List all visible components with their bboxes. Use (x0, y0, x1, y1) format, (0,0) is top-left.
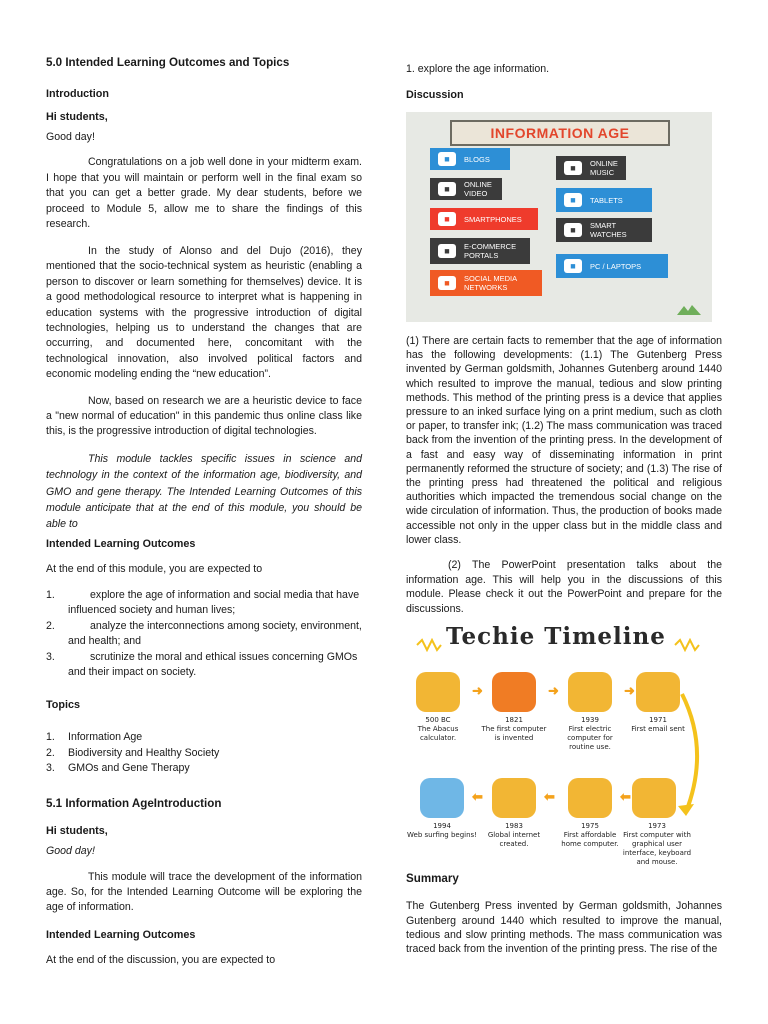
tile-label: BLOGS (464, 154, 490, 164)
infographic-tile-left (430, 238, 530, 264)
ilo-list (46, 588, 362, 680)
timeline-year: 500 BC (425, 716, 451, 725)
tile-icon: ■ (564, 193, 582, 207)
ilo-intro: At the end of this module, you are expected to (46, 562, 263, 575)
zigzag-right-icon (674, 638, 700, 652)
zigzag-left-icon (416, 638, 442, 652)
section-title: 5.0 Intended Learning Outcomes and Topics (46, 56, 290, 69)
infographic-tile-left (430, 178, 502, 200)
intro-heading: Introduction (46, 88, 109, 100)
timeline-device-icon (416, 672, 460, 712)
timeline-year: 1983 (505, 822, 523, 831)
arrow-left-icon: ⬅ (620, 789, 631, 805)
timeline-year: 1994 (433, 822, 451, 831)
infographic-tile-left (430, 208, 538, 230)
curved-arrow-icon (676, 690, 710, 820)
greeting: Hi students, (46, 824, 108, 837)
timeline-text: The first computer is invented (481, 725, 547, 743)
paragraph-module: This module tackles specific issues in science and technology in the context of the information age, biodiversity, and GMO and gene therapy. The Intended Learning Outcomes of this module anticipate that at the end of this module, you should be able to (46, 452, 362, 531)
tile-icon: ■ (438, 212, 456, 226)
left-column (46, 56, 362, 967)
tile-icon: ■ (564, 259, 582, 273)
infographic-tile-right (556, 254, 668, 278)
summary-heading: Summary (406, 872, 459, 886)
infographic-tile-left (430, 270, 542, 296)
list-item: 1. explore the age of information and social media that have influenced society and human lives; (46, 588, 360, 617)
timeline-text: First electric computer for routine use. (567, 725, 613, 752)
topics-list (46, 730, 362, 776)
timeline-caption (479, 822, 549, 849)
arrow-right-icon: ➜ (472, 683, 483, 699)
tile-label: SMARTPHONES (464, 214, 522, 224)
infographic-tile-right (556, 156, 626, 180)
timeline-year: 1973 (648, 822, 666, 831)
tile-label: SOCIAL MEDIA NETWORKS (464, 274, 517, 292)
list-item: 3. GMOs and Gene Therapy (46, 762, 190, 775)
infographic-title: INFORMATION AGE (450, 120, 670, 146)
arrow-right-icon: ➜ (624, 683, 635, 699)
summary-paragraph: The Gutenberg Press invented by German goldsmith, Johannes Gutenberg around 1440 which resulted to improve the manual, tedious and slow printing methods. The mass communication was traced back from the invention of the printing press. The rise of the (406, 900, 722, 956)
techie-timeline-illustration (406, 623, 722, 870)
list-item: 1. Information Age (46, 731, 143, 744)
tile-icon: ■ (438, 276, 456, 290)
list-item: 2. Biodiversity and Healthy Society (46, 746, 220, 759)
timeline-device-icon (420, 778, 464, 818)
ilo2-heading: Intended Learning Outcomes (46, 928, 196, 941)
paragraph-trace: This module will trace the development of the information age. So, for the Intended Learning Outcome will be exploring the age of information. (46, 870, 362, 914)
topics-heading: Topics (46, 699, 80, 712)
information-age-infographic (406, 112, 712, 322)
timeline-caption (479, 716, 549, 743)
timeline-device-icon (568, 778, 612, 818)
timeline-caption (403, 716, 473, 743)
timeline-device-icon (492, 778, 536, 818)
timeline-year: 1975 (581, 822, 599, 831)
timeline-year: 1821 (505, 716, 523, 725)
tile-label: E-COMMERCE PORTALS (464, 242, 517, 260)
list-item: 3. scrutinize the moral and ethical issues concerning GMOs and their impact on society. (46, 650, 358, 678)
timeline-year: 1939 (581, 716, 599, 725)
discussion-heading: Discussion (406, 89, 464, 101)
infographic-tile-right (556, 188, 652, 212)
tile-icon: ■ (438, 152, 456, 166)
tile-label: SMART WATCHES (590, 221, 627, 239)
timeline-device-icon (632, 778, 676, 818)
timeline-device-icon (492, 672, 536, 712)
timeline-text: Web surfing begins! (407, 831, 477, 840)
arrow-left-icon: ⬅ (472, 789, 483, 805)
tile-label: PC / LAPTOPS (590, 261, 642, 271)
paragraph-facts: (1) There are certain facts to remember that the age of information has the following developments: (1.1) The Gutenberg Press invented by German goldsmith, Johannes Gutenberg around 1440 which resulted to improve the manual, tedious and slow printing methods. This method of the printing press is a device that applies pressure to an inked surface lying on a print medium, such as cloth or paper, to transfer ink; (1.2) The mass communication was traced back from the invention of the printing press. In the development of a fast and easy way of disseminating information in print permanently reformed the structure of society; and (1.3) The rise of the printing press had threatened the political and religious authorities which impacted the tremendous social change on the wide circulation of information. Thus, the production of books made accessible not only in the upper class but in the middle class and lower class. (406, 335, 722, 546)
arrow-left-icon: ⬅ (544, 789, 555, 805)
timeline-caption (407, 822, 477, 840)
infographic-tile-left (430, 148, 510, 170)
tile-icon: ■ (564, 161, 582, 175)
section-5-1-heading: 5.1 Information AgeIntroduction (46, 796, 222, 810)
timeline-year: 1971 (649, 716, 667, 725)
tile-label: ONLINE MUSIC (590, 159, 618, 177)
right-column (406, 62, 722, 956)
timeline-title: Techie Timeline (446, 623, 666, 651)
paragraph-study: In the study of Alonso and del Dujo (2016), they mentioned that the socio-technical system as heuristic (enabling a person to discover or learn something for themselves) device. It is a good methodological resource to interpret what is happening in education systems with the progressive introduction of digital technologies, helping us to understand the changes that are occurring, and documented here, concomitant with the technological innovation, also involved political factors and economic modeling ending the “new education”. (46, 244, 362, 381)
timeline-text: Global internet created. (487, 831, 541, 849)
paragraph-powerpoint: (2) The PowerPoint presentation talks about the information age. This will help you in the discussions of this module. Please check it out the PowerPoint and prepare for the discussions. (406, 559, 722, 615)
timeline-text: First email sent (631, 725, 685, 734)
paragraph-heuristic: Now, based on research we are a heuristic device to face a "new normal of education" in this pandemic thus online class like this, is the progressive introduction of digital technologies. (46, 394, 362, 438)
greeting: Hi students, (46, 111, 108, 123)
tile-icon: ■ (438, 244, 456, 258)
timeline-text: The Abacus calculator. (417, 725, 459, 743)
timeline-device-icon (568, 672, 612, 712)
paragraph-congrats: Congratulations on a job well done in your midterm exam. I hope that you will maintain or perform well in the final exam so that you can get a better grade. My dear students, before we proceed to Module 5, allow me to share the findings of this research. (46, 156, 362, 231)
tile-icon: ■ (438, 182, 456, 196)
mountain-logo-icon (676, 302, 702, 316)
infographic-tile-right (556, 218, 652, 242)
list-item: 2. analyze the interconnections among society, environment, and health; and (46, 619, 362, 648)
good-day: Good day! (46, 844, 95, 857)
ilo-heading: Intended Learning Outcomes (46, 537, 196, 550)
good-day: Good day! (46, 131, 95, 143)
timeline-text: First computer with graphical user interface, keyboard and mouse. (622, 831, 692, 867)
list-item-explore: 1. explore the age information. (406, 63, 550, 75)
tile-icon: ■ (564, 223, 582, 237)
timeline-text: First affordable home computer. (561, 831, 619, 849)
tile-label: ONLINE VIDEO (464, 180, 492, 198)
tile-label: TABLETS (590, 195, 623, 205)
ilo2-intro: At the end of the discussion, you are expected to (46, 953, 276, 966)
timeline-caption (555, 822, 625, 849)
timeline-caption (555, 716, 625, 752)
timeline-device-icon (636, 672, 680, 712)
arrow-right-icon: ➜ (548, 683, 559, 699)
timeline-caption (616, 822, 698, 867)
timeline-caption (623, 716, 693, 734)
